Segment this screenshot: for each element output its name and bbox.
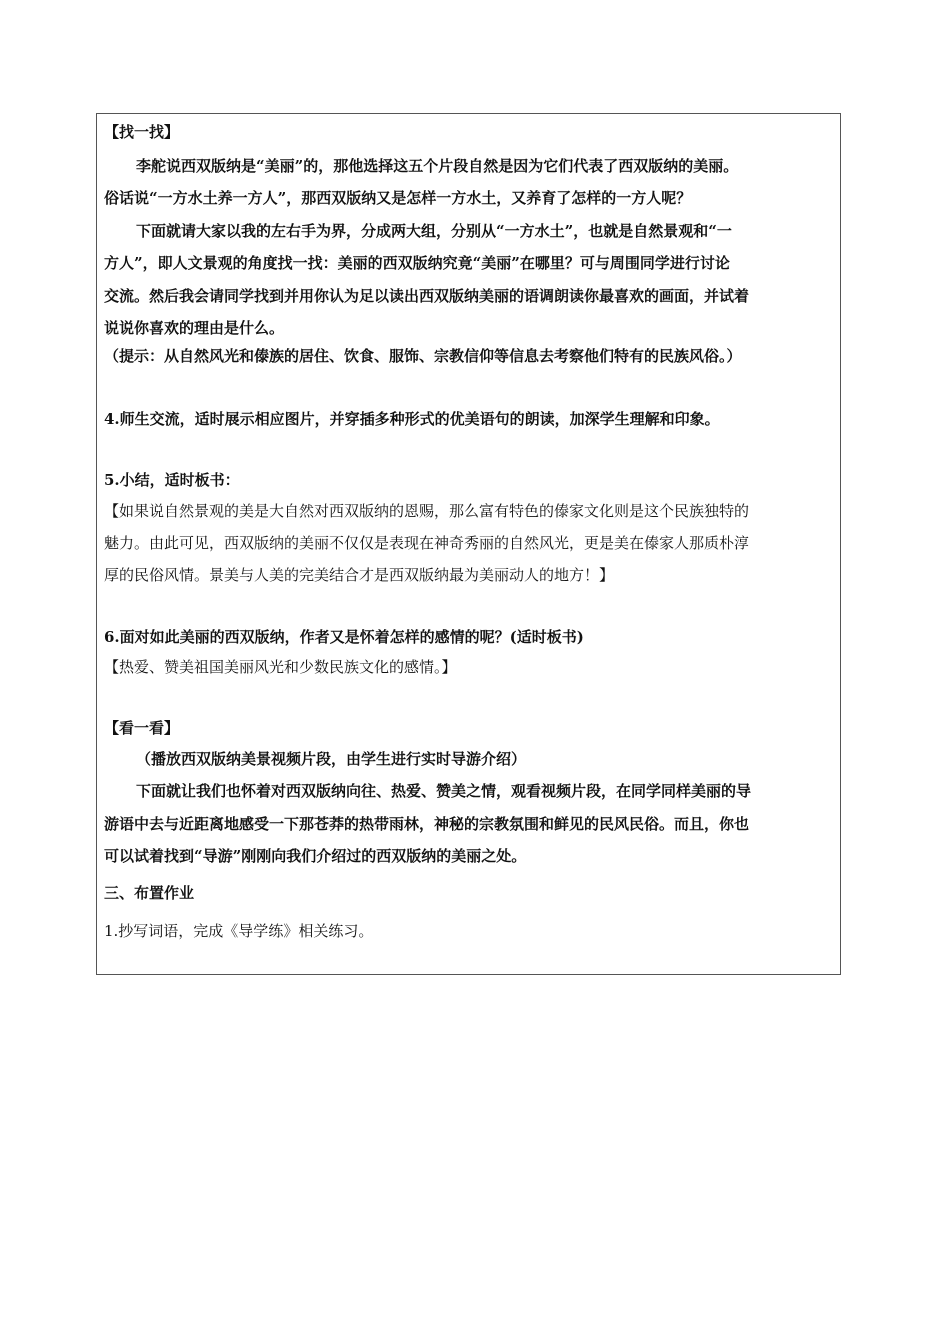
find-paragraph-2-line-1: 下面就请大家以我的左右手为界，分成两大组，分别从“一方水土”，也就是自然景观和“一: [136, 222, 732, 240]
find-paragraph-2-line-3: 交流。然后我会请同学找到并用你认为足以读出西双版纳美丽的语调朗读你最喜欢的画面，并试着: [104, 287, 750, 305]
step-5-title: 5.小结，适时板书：: [104, 471, 240, 489]
step-4: 4.师生交流，适时展示相应图片，并穿插多种形式的优美语句的朗读，加深学生理解和印象。: [104, 410, 720, 428]
watch-heading: 【看一看】: [104, 719, 180, 737]
find-paragraph-1-line-2: 俗话说“一方水土养一方人”，那西双版纳又是怎样一方水土，又养育了怎样的一方人呢？: [104, 189, 692, 207]
step-6-answer: 【热爱、赞美祖国美丽风光和少数民族文化的感情。】: [104, 658, 457, 676]
watch-note: （播放西双版纳美景视频片段，由学生进行实时导游介绍）: [136, 750, 527, 768]
step-6-title: 6.面对如此美丽的西双版纳，作者又是怀着怎样的感情的呢？(适时板书): [104, 628, 584, 646]
step-5-line-2: 魅力。由此可见，西双版纳的美丽不仅仅是表现在神奇秀丽的自然风光，更是美在傣家人那质朴淳: [104, 534, 750, 552]
step-5-line-3: 厚的民俗风情。景美与人美的完美结合才是西双版纳最为美丽动人的地方！】: [104, 566, 615, 584]
step-5-line-1: 【如果说自然景观的美是大自然对西双版纳的恩赐，那么富有特色的傣家文化则是这个民族独特的: [104, 502, 750, 520]
watch-line-2: 游语中去与近距离地感受一下那苍莽的热带雨林，神秘的宗教氛围和鲜见的民风民俗。而且，你也: [104, 815, 750, 833]
find-paragraph-2-line-4: 说说你喜欢的理由是什么。: [104, 319, 285, 337]
homework-item-1: 1.抄写词语，完成《导学练》相关练习。: [104, 922, 374, 940]
homework-title: 三、布置作业: [104, 884, 195, 902]
watch-line-3: 可以试着找到“导游”刚刚向我们介绍过的西双版纳的美丽之处。: [104, 847, 527, 865]
find-heading: 【找一找】: [104, 123, 180, 141]
watch-line-1: 下面就让我们也怀着对西双版纳向往、热爱、赞美之情，观看视频片段，在同学同样美丽的导: [136, 782, 752, 800]
find-hint: （提示：从自然风光和傣族的居住、饮食、服饰、宗教信仰等信息去考察他们特有的民族风俗。）: [104, 347, 742, 365]
find-paragraph-1-line-1: 李舵说西双版纳是“美丽”的，那他选择这五个片段自然是因为它们代表了西双版纳的美丽。: [136, 157, 739, 175]
find-paragraph-2-line-2: 方人”，即人文景观的角度找一找：美丽的西双版纳究竟“美丽”在哪里？可与周围同学进行讨论: [104, 254, 730, 272]
